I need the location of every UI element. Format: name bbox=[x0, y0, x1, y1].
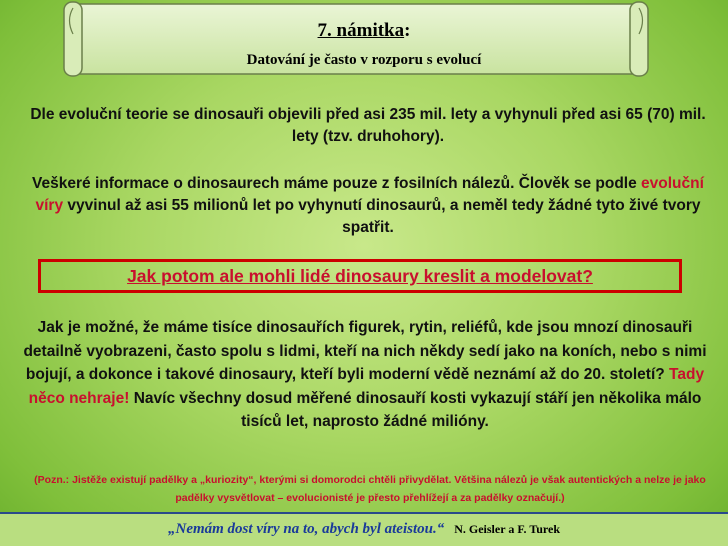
paragraph-dinosaur-figures bbox=[22, 316, 708, 434]
page-subtitle: Datování je často v rozporu s evolucí bbox=[246, 52, 482, 68]
highlight-something-wrong: Tady něco nehraje! bbox=[28, 366, 705, 407]
paragraph-dinosaur-era: Dle evoluční teorie se dinosauři objevili před asi 235 mil. lety a vyhynuli před asi 65 (70) mil. lety (tzv. druhohory). bbox=[30, 106, 706, 145]
paragraph-fossil-info bbox=[30, 173, 706, 239]
page-title bbox=[0, 20, 728, 42]
paragraph-fossil-text-after: vyvinul až asi 55 milionů let po vyhynutí dinosaurů, a neměl tedy žádné tyto živé tvory spatřit. bbox=[63, 197, 701, 236]
footer-author: N. Geisler a F. Turek bbox=[454, 522, 561, 536]
title-colon: : bbox=[404, 20, 411, 41]
note-forgeries: (Pozn.: Jistěže existují padělky a „kuriozity“, kterými si domorodci chtěli přivydělat. Většina nálezů je však autentických a nelze je jako padělky vysvětlovat – evolucionisté je přesto přehlížejí a za padělky označují.) bbox=[34, 474, 706, 504]
question-box: Jak potom ale mohli lidé dinosaury kreslit a modelovat? bbox=[38, 259, 682, 293]
paragraph-figures-text-before: Jak je možné, že máme tisíce dinosauřích figurek, rytin, reliéfů, kde jsou mnozí dinosauři detailně vyobrazeni, často spolu s lidmi, kteří na nich někdy sedí jako na koních, nebo s nimi bojují, a dokonce i takové dinosaury, kteří byli moderní vědě neznámí až do 20. století? bbox=[23, 319, 707, 383]
title-text: 7. námitka bbox=[317, 20, 405, 41]
paragraph-fossil-text-before: Veškeré informace o dinosaurech máme pouze z fosilních nálezů. Člověk se podle bbox=[32, 175, 642, 192]
footer-quote: „Nemám dost víry na to, abych byl ateistou.“ bbox=[167, 521, 445, 537]
paragraph-figures-text-after: Navíc všechny dosud měřené dinosauří kosti vykazují stáří jen několika málo tisíců let, naprosto žádné milióny. bbox=[129, 389, 702, 430]
highlight-evolutionary-faith: evoluční víry bbox=[35, 175, 704, 214]
footer-quote-bar bbox=[0, 514, 728, 546]
